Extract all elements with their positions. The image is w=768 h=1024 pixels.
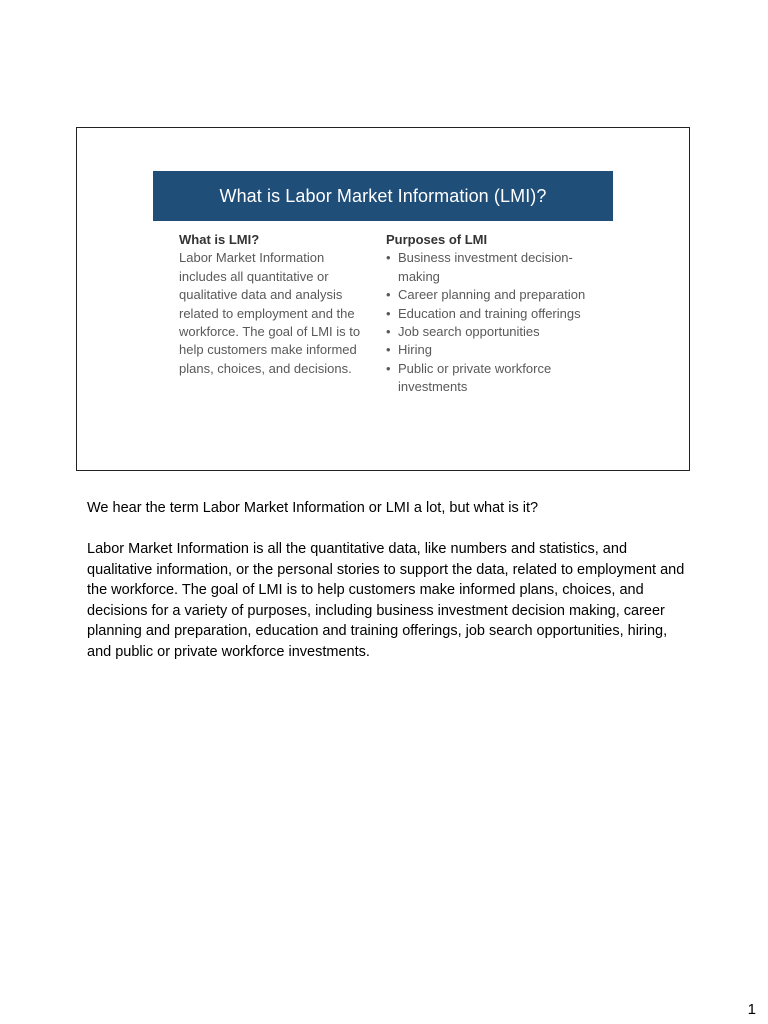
slide-title-bar: [153, 171, 613, 221]
list-item: • Hiring: [386, 341, 606, 359]
bullet-icon: •: [386, 305, 391, 321]
purposes-list: [386, 249, 606, 396]
bullet-icon: •: [386, 287, 391, 303]
bullet-icon: •: [386, 342, 391, 358]
left-column-body: Labor Market Information includes all quantitative or qualitative data and analysis related to employment and the workforce. The goal of LMI is to help customers make informed plans, choices, and decisions.: [179, 250, 361, 376]
left-column-heading: What is LMI?: [179, 232, 260, 247]
list-item: • Career planning and preparation: [386, 286, 606, 304]
bullet-icon: •: [386, 250, 391, 266]
bullet-icon: •: [386, 360, 391, 376]
list-item: • Job search opportunities: [386, 323, 606, 341]
slide-left-column: [179, 231, 369, 378]
list-item: • Education and training offerings: [386, 305, 606, 323]
speaker-notes: [87, 498, 692, 683]
list-item: • Public or private workforce investments: [386, 360, 552, 395]
slide-right-column: [386, 231, 606, 397]
bullet-icon: •: [386, 324, 391, 340]
slide-thumbnail: [76, 127, 690, 471]
page-number: 1: [747, 1001, 756, 1018]
list-item: • Business investment decision-making: [386, 250, 573, 284]
right-column-heading: Purposes of LMI: [386, 232, 488, 247]
notes-paragraph: Labor Market Information is all the quantitative data, like numbers and statistics, and qualitative information, or the personal stories to support the data, related to employment and the workforce. The goal of LMI is to help customers make informed plans, choices, and decisions for a variety of purposes, including business investment decision making, career planning and preparation, education and training offerings, job search opportunities, hiring, and public or private workforce investments.: [87, 541, 685, 660]
slide-title: What is Labor Market Information (LMI)?: [219, 185, 547, 206]
notes-intro: We hear the term Labor Market Information or LMI a lot, but what is it?: [87, 500, 539, 516]
